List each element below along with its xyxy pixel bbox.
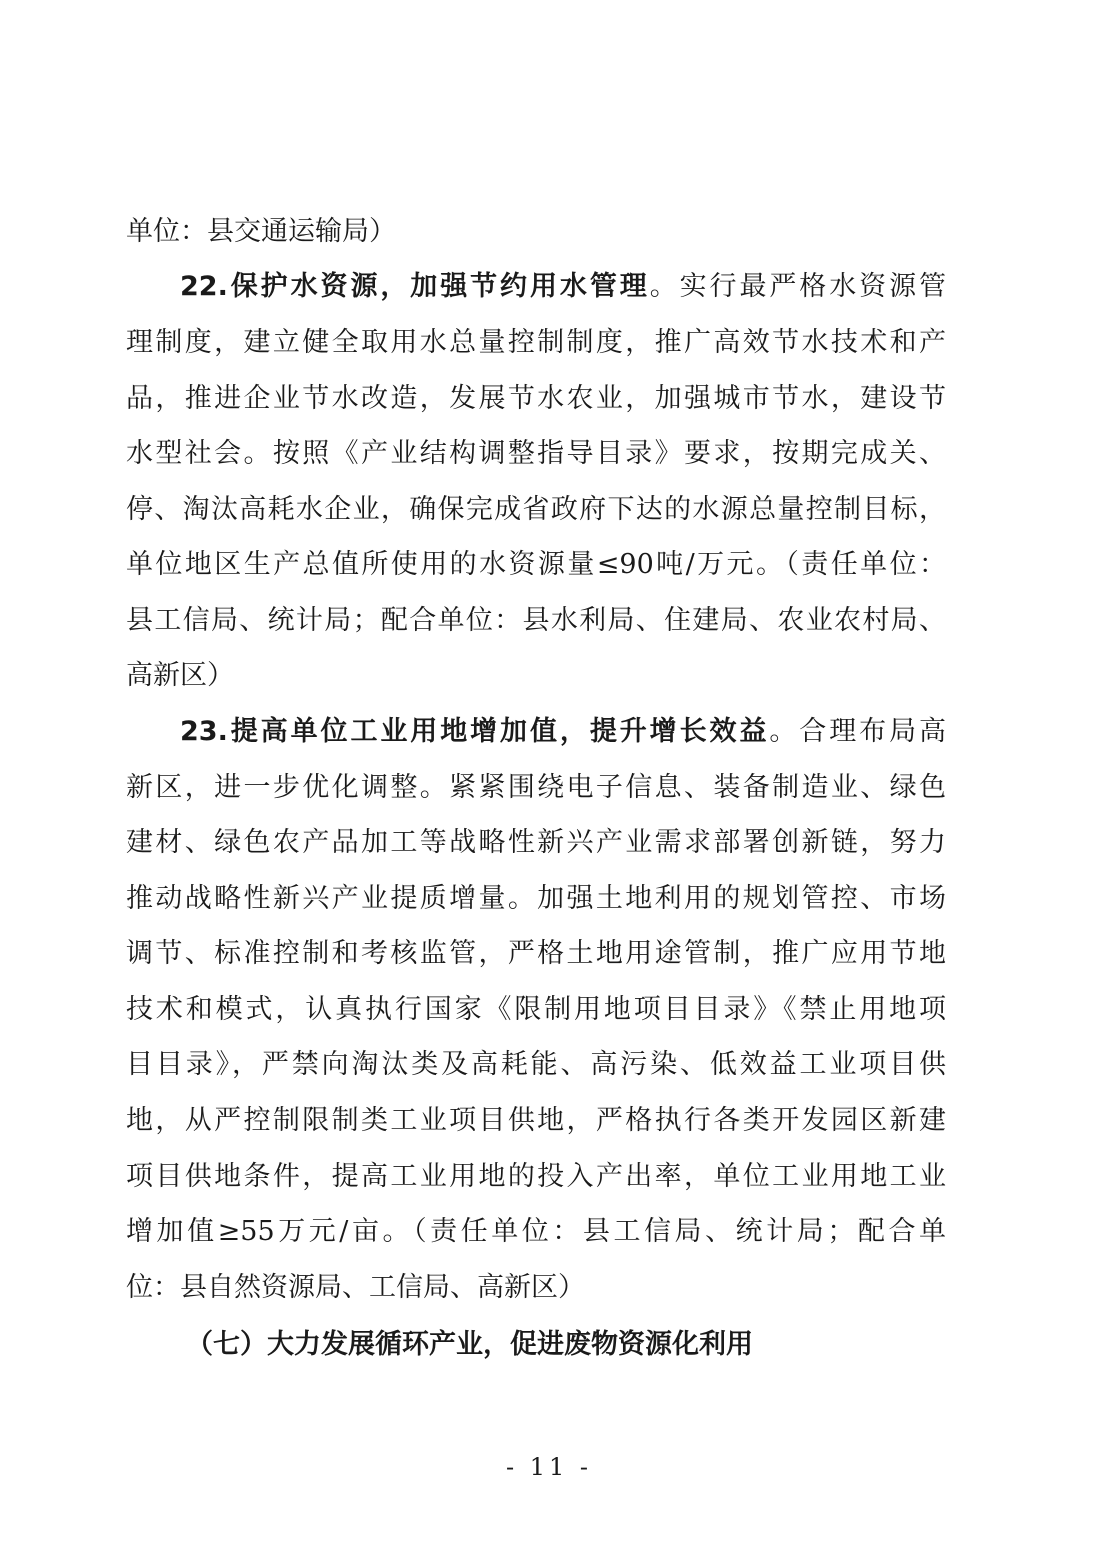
text-line: 地，从严控制限制类工业项目供地，严格执行各类开发园区新建 (126, 1105, 946, 1136)
text-line: 县工信局、统计局；配合单位：县水利局、住建局、农业农村局、 (126, 605, 946, 636)
text-line: 调节、标准控制和考核监管，严格土地用途管制，推广应用节地 (126, 938, 946, 969)
text-line: 停、淘汰高耗水企业，确保完成省政府下达的水源总量控制目标， (126, 494, 946, 525)
page-number: - 11 - (505, 1453, 592, 1481)
text-line: 水型社会。按照《产业结构调整指导目录》要求，按期完成关、 (126, 438, 946, 469)
section-heading: （七）大力发展循环产业，促进废物资源化利用 (186, 1329, 753, 1360)
text-line: 项目供地条件，提高工业用地的投入产出率，单位工业用地工业 (126, 1161, 946, 1192)
text-line: 目目录》，严禁向淘汰类及高耗能、高污染、低效益工业项目供 (126, 1049, 946, 1080)
item-23-heading: 23.提高单位工业用地增加值，提升增长效益 (180, 716, 770, 747)
text-line: 单位：县交通运输局） (126, 216, 396, 247)
paragraph-22-first-line (180, 270, 946, 304)
text-span: 。合理布局高 (769, 716, 946, 747)
text-line: 位：县自然资源局、工信局、高新区） (126, 1272, 585, 1303)
text-line: 新区，进一步优化调整。紧紧围绕电子信息、装备制造业、绿色 (126, 772, 946, 803)
text-line: 单位地区生产总值所使用的水资源量≤90吨/万元。（责任单位： (126, 549, 946, 580)
text-line: 理制度，建立健全取用水总量控制制度，推广高效节水技术和产 (126, 327, 946, 358)
item-22-heading: 22.保护水资源，加强节约用水管理 (180, 271, 650, 302)
paragraph-23-first-line (180, 715, 946, 749)
text-line: 建材、绿色农产品加工等战略性新兴产业需求部署创新链，努力 (126, 827, 946, 858)
text-line: 品，推进企业节水改造，发展节水农业，加强城市节水，建设节 (126, 383, 946, 414)
text-line: 高新区） (126, 660, 234, 691)
text-line: 推动战略性新兴产业提质增量。加强土地利用的规划管控、市场 (126, 883, 946, 914)
text-span: 。实行最严格水资源管 (649, 271, 946, 302)
text-line: 技术和模式，认真执行国家《限制用地项目目录》《禁止用地项 (126, 994, 946, 1025)
text-line: 增加值≥55万元/亩。（责任单位：县工信局、统计局；配合单 (126, 1216, 946, 1247)
